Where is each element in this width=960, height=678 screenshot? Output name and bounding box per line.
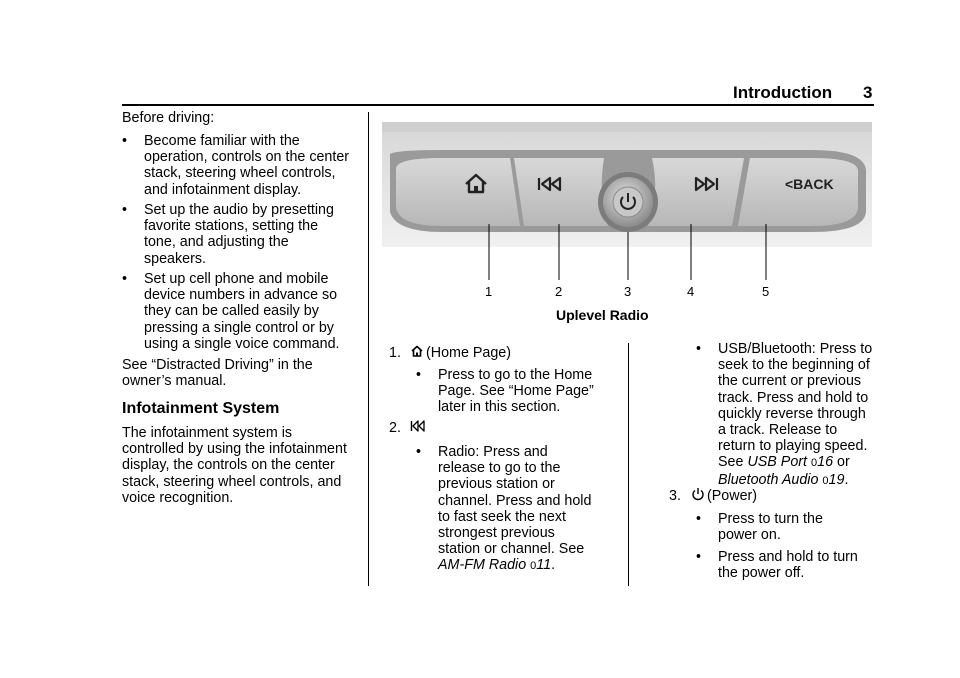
item-2-number: 2. bbox=[389, 420, 401, 436]
figure-caption: Uplevel Radio bbox=[556, 307, 649, 323]
line: release to go to the bbox=[438, 460, 561, 477]
page-number: 3 bbox=[863, 83, 873, 102]
seek-back-icon bbox=[410, 420, 426, 432]
seek-back-button[interactable] bbox=[514, 158, 608, 226]
intro-text: Before driving: bbox=[122, 110, 215, 126]
line: previous station or bbox=[438, 476, 555, 493]
line: voice recognition. bbox=[122, 489, 234, 506]
page-ref[interactable]: 16 bbox=[817, 454, 834, 471]
page-arrow-icon: 0 bbox=[530, 560, 537, 573]
running-header-title: Introduction bbox=[733, 83, 833, 102]
line: a track. Release to bbox=[718, 422, 838, 439]
page-arrow-icon: 0 bbox=[811, 457, 818, 470]
back-label: <BACK bbox=[785, 176, 834, 192]
bullet-mark: • bbox=[416, 367, 422, 383]
see-note bbox=[122, 357, 358, 389]
line: to fast seek the next bbox=[438, 508, 566, 525]
usb-port-link[interactable]: USB Port bbox=[747, 454, 808, 471]
line: and infotainment display. bbox=[144, 181, 302, 198]
line: they can be called easily by bbox=[144, 303, 319, 320]
line: owner’s manual. bbox=[122, 373, 227, 390]
line: stack, steering wheel controls, bbox=[144, 165, 336, 182]
line: pressing a single control or by bbox=[144, 319, 334, 336]
column-rule-right bbox=[628, 343, 629, 586]
bullet-mark: • bbox=[122, 202, 128, 218]
cross-reference: Bluetooth Audio 019. bbox=[718, 471, 849, 488]
line: Page. See “Home Page” bbox=[438, 383, 594, 400]
item-1-label: (Home Page) bbox=[426, 345, 512, 361]
line: later in this section. bbox=[438, 399, 561, 416]
back-button[interactable] bbox=[738, 158, 858, 226]
line: speakers. bbox=[144, 250, 206, 267]
line: Press to go to the Home bbox=[438, 367, 593, 383]
line: stack, steering wheel controls, and bbox=[122, 473, 342, 490]
bullet-mark: • bbox=[416, 444, 422, 460]
page-arrow-icon: 0 bbox=[822, 474, 829, 487]
line: Become familiar with the bbox=[144, 133, 300, 149]
callout-2: 2 bbox=[555, 284, 563, 299]
line: return to playing speed. bbox=[718, 438, 868, 455]
item-3-label: (Power) bbox=[707, 488, 758, 504]
bullet-mark: • bbox=[696, 341, 702, 357]
item-3-number: 3. bbox=[669, 488, 681, 504]
cross-reference: See USB Port 016 or bbox=[718, 454, 850, 471]
line: power on. bbox=[718, 527, 781, 544]
bullet-mark: • bbox=[122, 271, 128, 287]
line: strongest previous bbox=[438, 525, 555, 542]
bluetooth-audio-link[interactable]: Bluetooth Audio bbox=[718, 471, 819, 488]
line: display, the controls on the center bbox=[122, 457, 335, 474]
line: controlled by using the infotainment bbox=[122, 441, 347, 458]
section-title: Infotainment System bbox=[122, 400, 280, 417]
bullet-mark: • bbox=[122, 133, 128, 149]
item-1-number: 1. bbox=[389, 345, 401, 361]
line: track. Press and hold to bbox=[718, 389, 869, 406]
home-icon bbox=[410, 344, 424, 358]
callout-4: 4 bbox=[687, 284, 695, 299]
line: USB/Bluetooth: Press to bbox=[718, 341, 873, 357]
line: using a single voice command. bbox=[144, 335, 340, 352]
line: Press and hold to turn bbox=[718, 549, 858, 565]
seek-forward-button[interactable] bbox=[648, 158, 744, 226]
page-ref[interactable]: 19 bbox=[828, 471, 845, 488]
bullet-mark: • bbox=[696, 511, 702, 527]
line: quickly reverse through bbox=[718, 405, 866, 422]
home-button[interactable] bbox=[396, 158, 520, 226]
callout-3: 3 bbox=[624, 284, 632, 299]
cross-reference: AM-FM Radio 011. bbox=[438, 557, 556, 574]
line: station or channel. See bbox=[438, 541, 585, 558]
line: See “Distracted Driving” in the bbox=[122, 357, 313, 373]
line: Set up the audio by presetting bbox=[144, 202, 334, 218]
header-rule bbox=[122, 104, 874, 106]
line: the current or previous bbox=[718, 373, 862, 390]
line: The infotainment system is bbox=[122, 425, 293, 441]
line: channel. Press and hold bbox=[438, 492, 592, 509]
line: the power off. bbox=[718, 565, 805, 582]
line: seek to the beginning of bbox=[718, 357, 870, 374]
callout-5: 5 bbox=[762, 284, 770, 299]
am-fm-radio-link[interactable]: AM-FM Radio bbox=[438, 557, 527, 574]
section-body bbox=[122, 425, 358, 506]
line: operation, controls on the center bbox=[144, 149, 350, 166]
callout-1: 1 bbox=[485, 284, 493, 299]
page-ref[interactable]: 11 bbox=[536, 557, 552, 574]
line: device numbers in advance so bbox=[144, 287, 338, 304]
line: Set up cell phone and mobile bbox=[144, 271, 329, 287]
line: tone, and adjusting the bbox=[144, 234, 289, 251]
line: Press to turn the bbox=[718, 511, 823, 527]
column-rule-left bbox=[368, 112, 369, 586]
power-icon bbox=[691, 487, 705, 501]
uplevel-radio-figure bbox=[382, 122, 872, 300]
bullet-mark: • bbox=[696, 549, 702, 565]
line: favorite stations, setting the bbox=[144, 218, 319, 235]
line: Radio: Press and bbox=[438, 444, 548, 460]
